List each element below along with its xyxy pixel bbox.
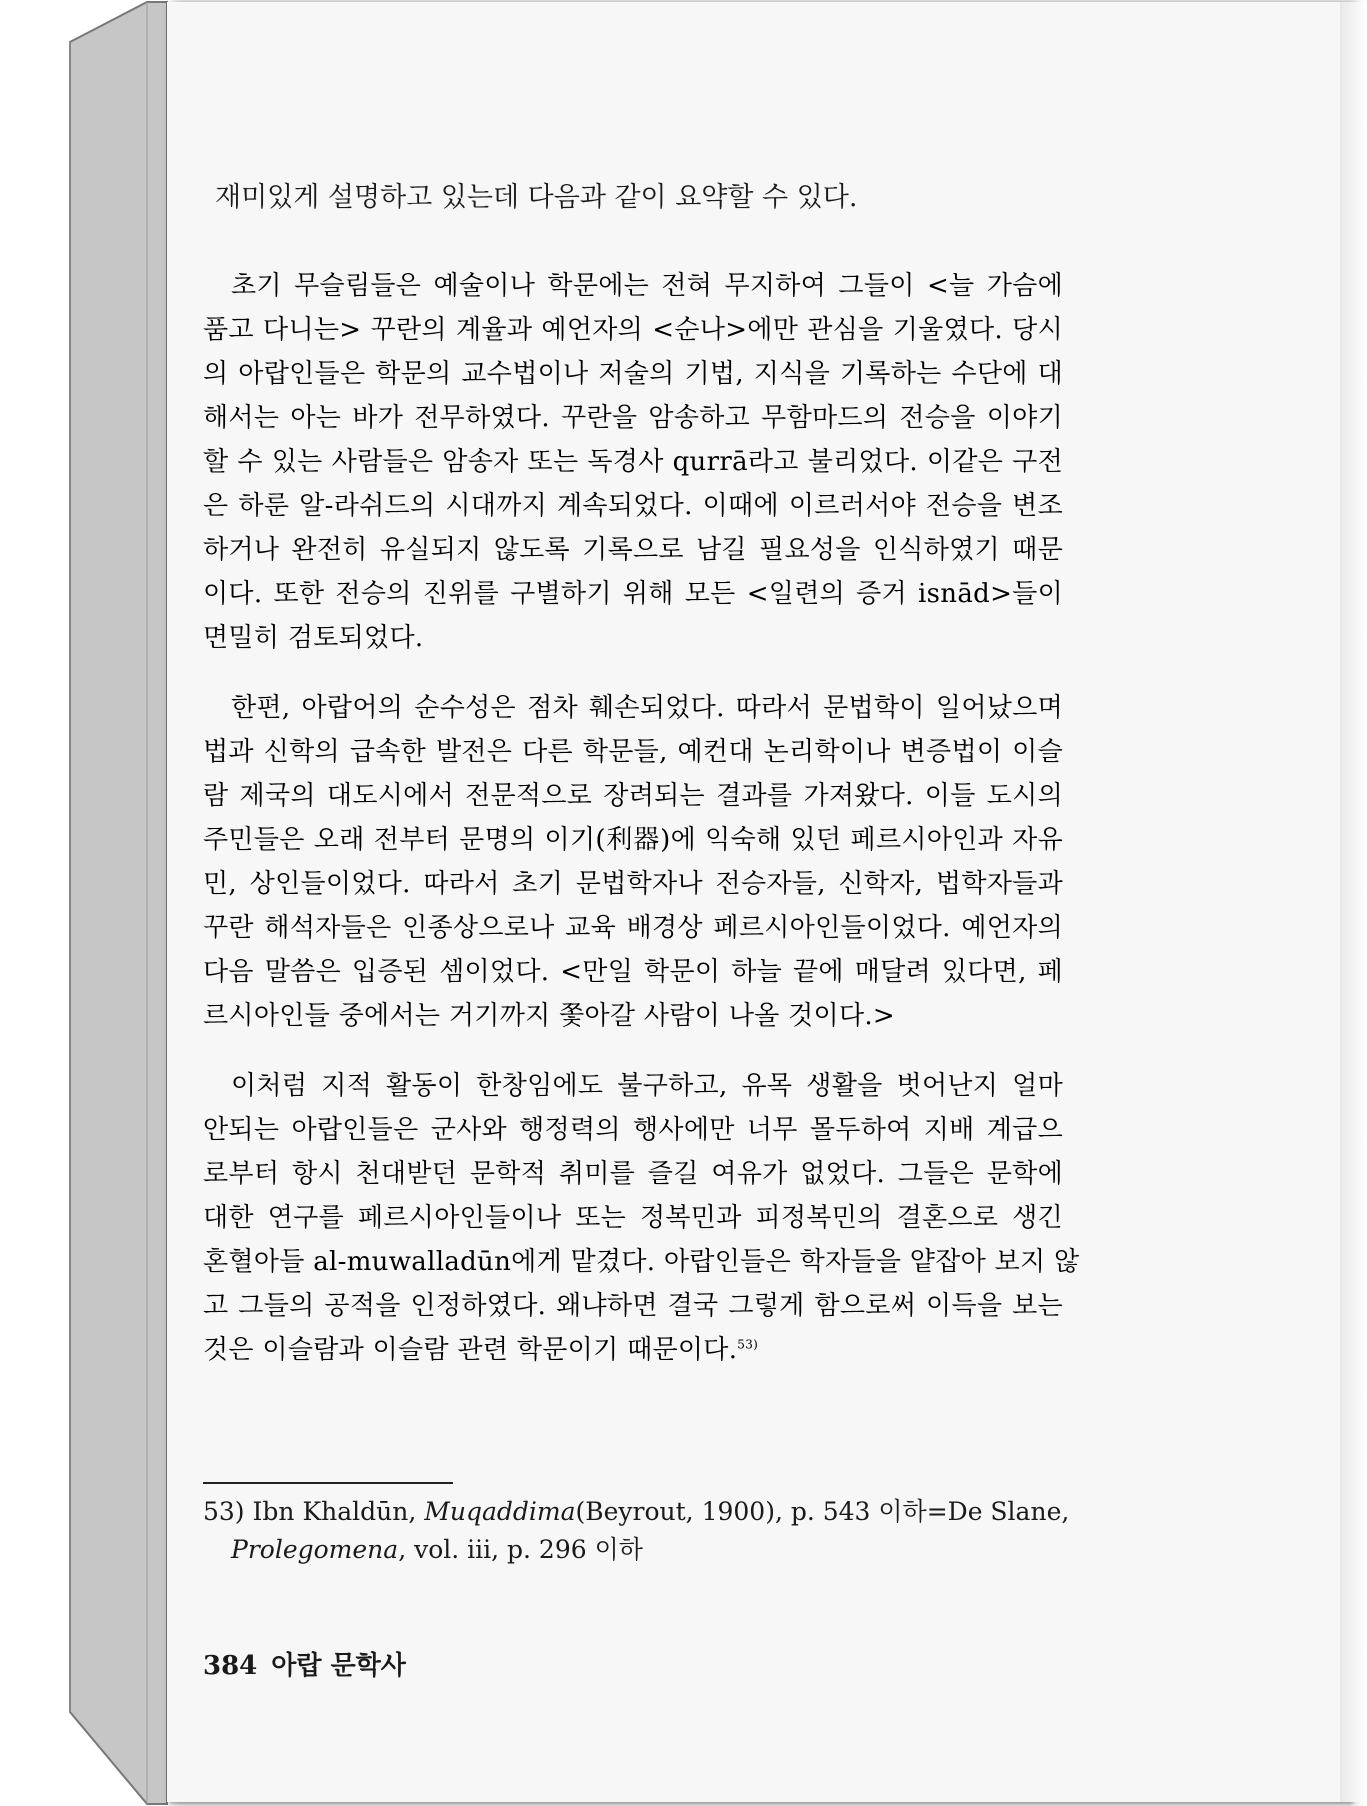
text-line: 해서는 아는 바가 전무하였다. 꾸란을 암송하고 무함마드의 전승을 이야기 xyxy=(203,403,1063,433)
page-footer xyxy=(203,1645,420,1682)
book-side-face xyxy=(70,2,167,1804)
book-spine xyxy=(0,0,180,1806)
footnote-line-1 xyxy=(203,1493,1070,1531)
paragraph-1 xyxy=(203,264,1063,660)
footnote-53 xyxy=(203,1493,1070,1569)
text-line: 주민들은 오래 전부터 문명의 이기(利器)에 익숙해 있던 페르시아인과 자유 xyxy=(203,825,1063,855)
text-line: 법과 신학의 급속한 발전은 다른 학문들, 예컨대 논리학이나 변증법이 이슬 xyxy=(203,737,1063,767)
text-line: 혼혈아들 al-muwalladūn에게 맡겼다. 아랍인들은 학자들을 얕잡아 보지 않 xyxy=(203,1247,1080,1277)
footnote-publication-1: (Beyrout, 1900), p. 543 이하=De Slane, xyxy=(575,1497,1070,1526)
book-title: 아랍 문학사 xyxy=(271,1651,406,1681)
text-line: 면밀히 검토되었다. xyxy=(203,623,424,653)
text-line: 안되는 아랍인들은 군사와 행정력의 행사에만 너무 몰두하여 지배 계급으 xyxy=(203,1115,1063,1145)
intro-line: 재미있게 설명하고 있는데 다음과 같이 요약할 수 있다. xyxy=(215,182,858,213)
text-line: 할 수 있는 사람들은 암송자 또는 독경사 qurrā라고 불리었다. 이같은 구전 xyxy=(203,447,1063,477)
page-edge-shadow xyxy=(1340,2,1367,1802)
text-line: 람 제국의 대도시에서 전문적으로 장려되는 결과를 가져왔다. 이들 도시의 xyxy=(203,781,1063,811)
text-line: 이다. 또한 전승의 진위를 구별하기 위해 모든 <일련의 증거 isnād>들이 xyxy=(203,579,1063,609)
footnote-title-2: Prolegomena xyxy=(231,1535,399,1564)
text-line: 고 그들의 공적을 인정하였다. 왜냐하면 결국 그렇게 함으로써 이득을 보는 xyxy=(203,1291,1063,1321)
text-line: 다음 말씀은 입증된 셈이었다. <만일 학문이 하늘 끝에 매달려 있다면, 페 xyxy=(203,957,1063,987)
text-line: 초기 무슬림들은 예술이나 학문에는 전혀 무지하여 그들이 <늘 가슴에 xyxy=(231,271,1063,301)
text-line: 민, 상인들이었다. 따라서 초기 문법학자나 전승자들, 신학자, 법학자들과 xyxy=(203,869,1063,899)
text-line: 꾸란 해석자들은 인종상으로나 교육 배경상 페르시아인들이었다. 예언자의 xyxy=(203,913,1063,943)
text-line: 의 아랍인들은 학문의 교수법이나 저술의 기법, 지식을 기록하는 수단에 대 xyxy=(203,359,1063,389)
text-line: 이처럼 지적 활동이 한창임에도 불구하고, 유목 생활을 벗어난지 얼마 xyxy=(231,1071,1063,1101)
text-line: 은 하룬 알-라쉬드의 시대까지 계속되었다. 이때에 이르러서야 전승을 변조 xyxy=(203,491,1063,521)
footnote-author: Ibn Khaldūn, xyxy=(252,1497,417,1526)
footnote-reference[interactable]: 53) xyxy=(737,1337,759,1352)
text-line: 한편, 아랍어의 순수성은 점차 훼손되었다. 따라서 문법학이 일어났으며 xyxy=(231,693,1063,723)
text-line: 하거나 완전히 유실되지 않도록 기록으로 남길 필요성을 인식하였기 때문 xyxy=(203,535,1063,565)
footnote-number: 53) xyxy=(203,1497,245,1526)
footnote-line-2 xyxy=(203,1531,1063,1569)
footnote-publication-2: , vol. iii, p. 296 이하 xyxy=(398,1535,643,1564)
footnote-divider xyxy=(203,1482,453,1484)
text-line: 품고 다니는> 꾸란의 계율과 예언자의 <순나>에만 관심을 기울였다. 당시 xyxy=(203,315,1063,345)
text-line: 르시아인들 중에서는 거기까지 쫓아갈 사람이 나올 것이다.> xyxy=(203,1001,896,1031)
text-line: 대한 연구를 페르시아인들이나 또는 정복민과 피정복민의 결혼으로 생긴 xyxy=(203,1203,1063,1233)
footnote-title-1: Muqaddima xyxy=(424,1497,576,1526)
text-line-content: 것은 이슬람과 이슬람 관련 학문이기 때문이다. xyxy=(203,1335,738,1365)
text-line xyxy=(203,1328,1063,1372)
text-line: 로부터 항시 천대받던 문학적 취미를 즐길 여유가 없었다. 그들은 문학에 xyxy=(203,1159,1063,1189)
page-number: 384 xyxy=(203,1651,258,1681)
paragraph-2 xyxy=(203,686,1063,1038)
paragraph-3 xyxy=(203,1064,1080,1372)
